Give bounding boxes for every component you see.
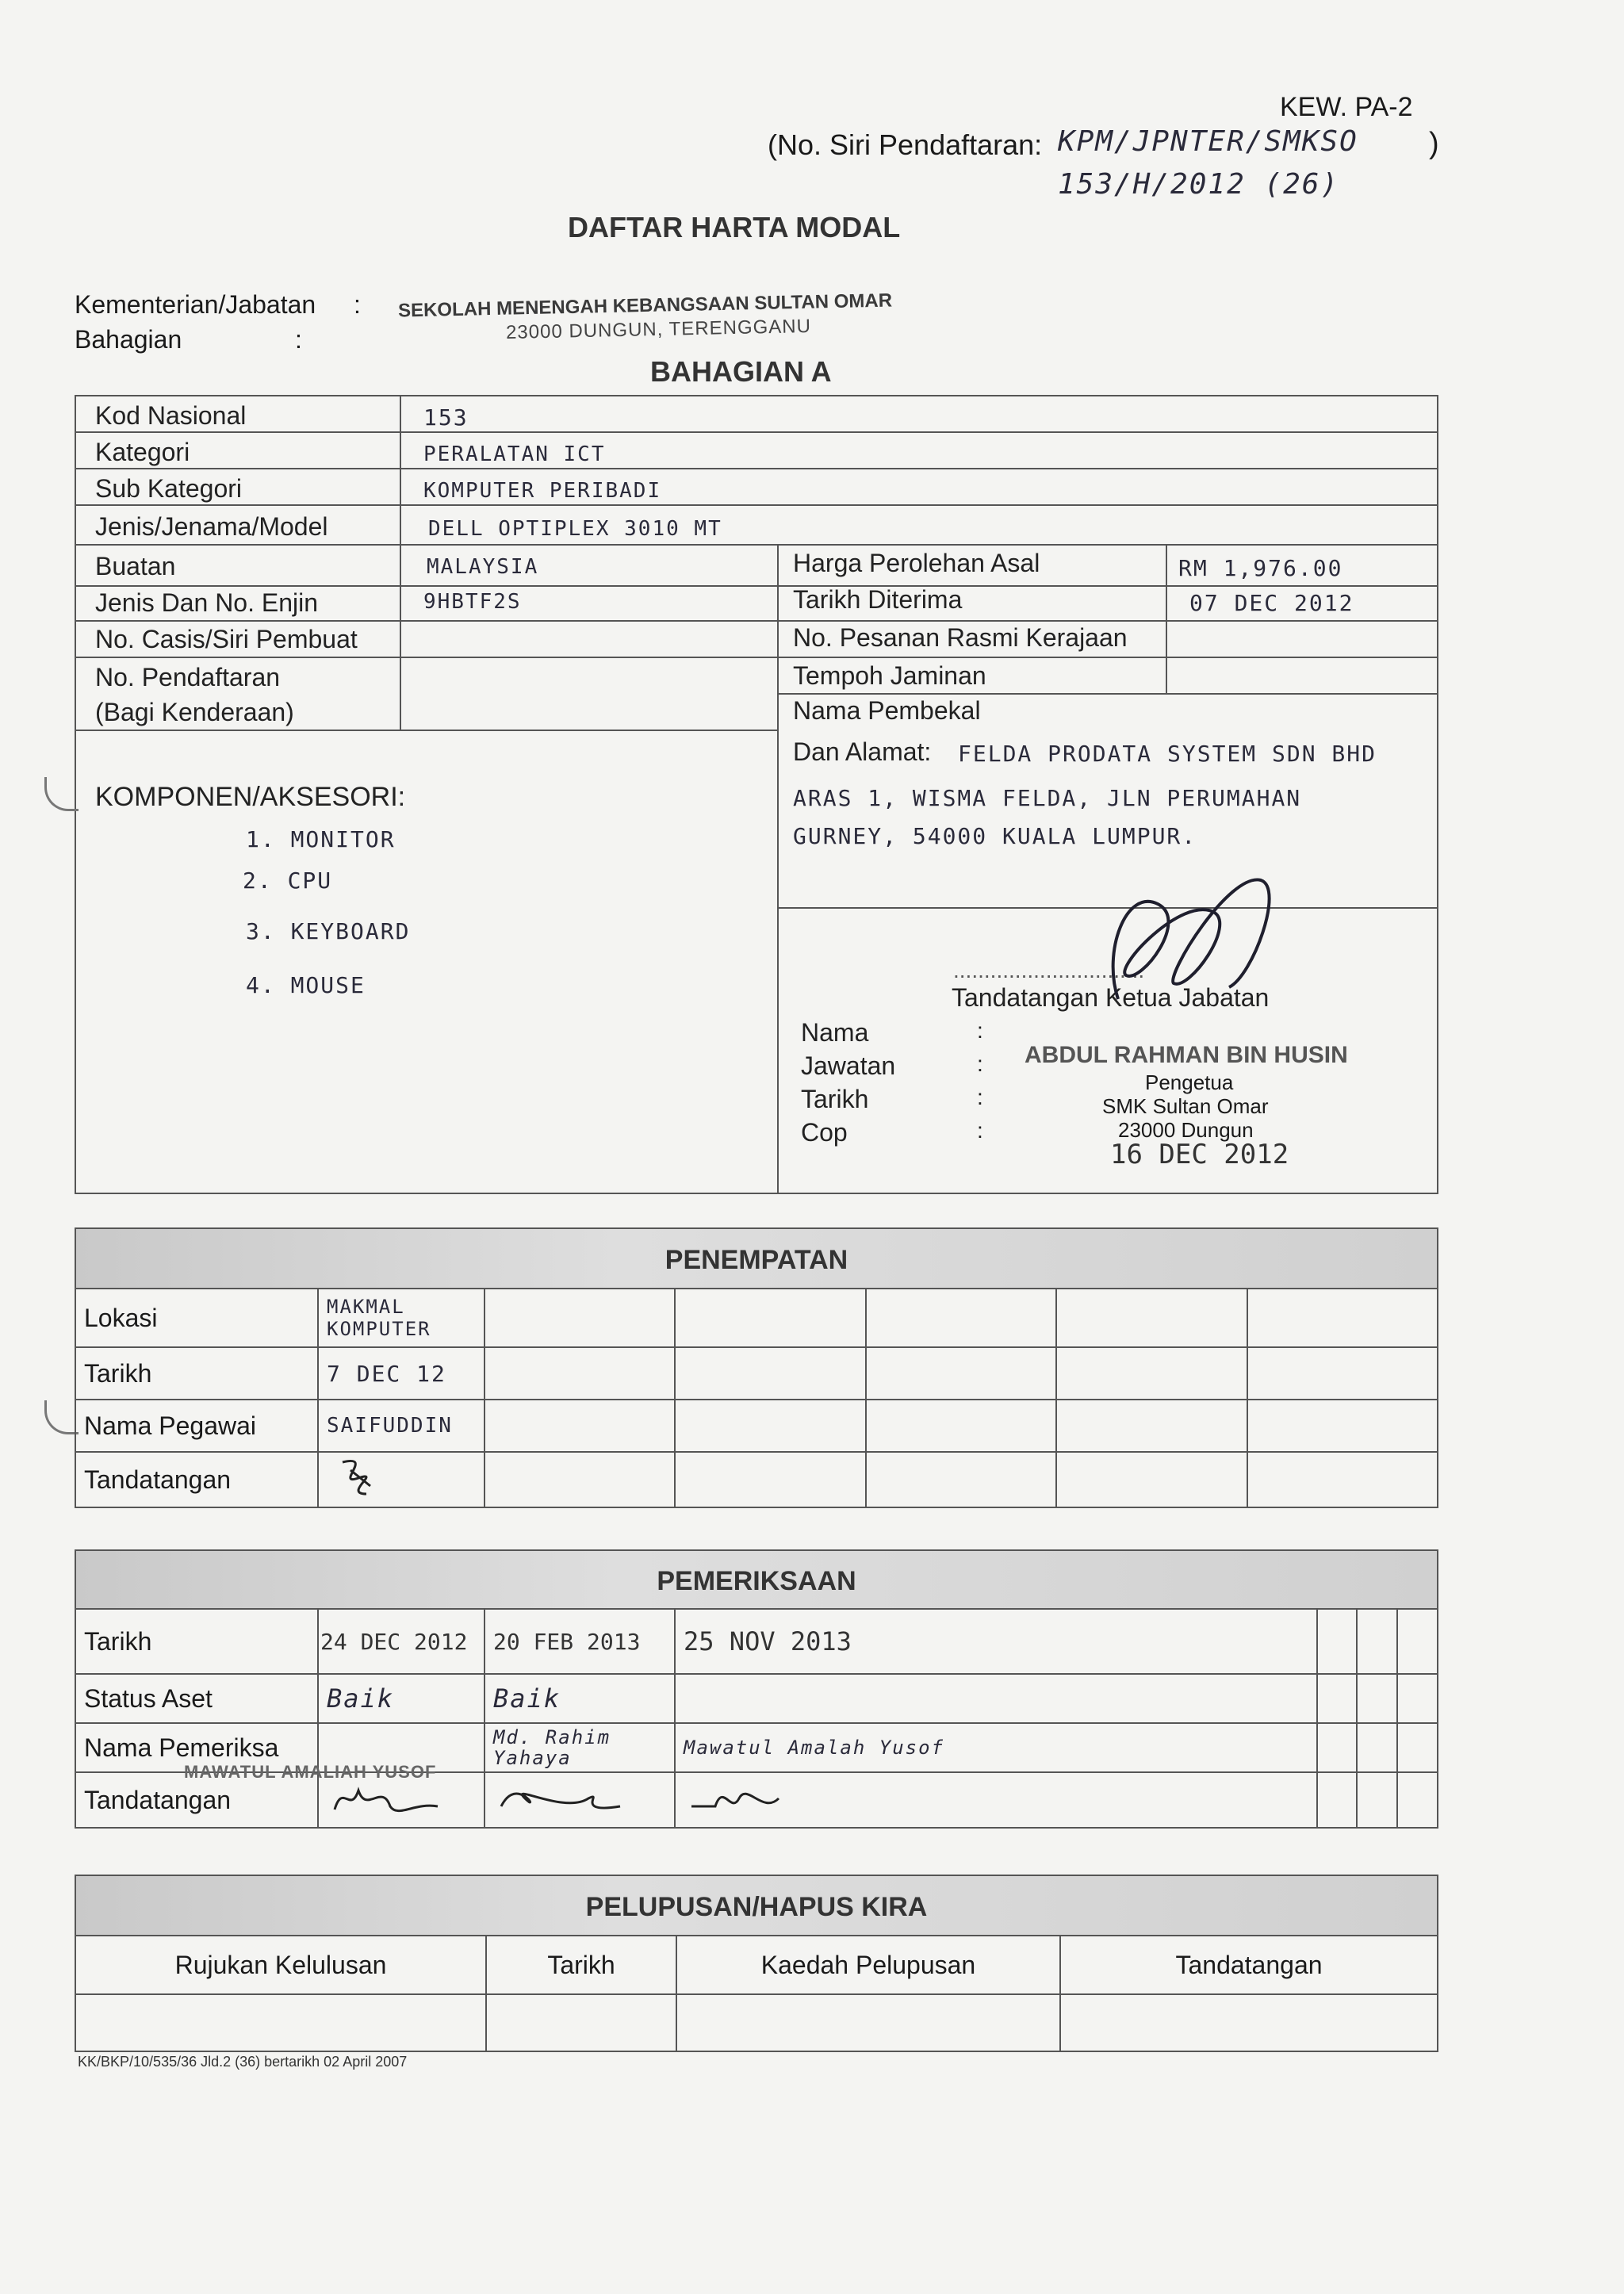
pemeriksaan-date: 20 FEB 2013 (485, 1609, 675, 1674)
checker-name-stamp: MAWATUL AMALIAH YUSOF (184, 1762, 437, 1782)
penempatan-title: PENEMPATAN (665, 1245, 848, 1275)
penempatan-table (75, 1288, 1438, 1508)
supplier-line1: FELDA PRODATA SYSTEM SDN BHD (958, 741, 1377, 767)
penempatan-label: Lokasi (75, 1289, 318, 1347)
label-dan-alamat: Dan Alamat: (793, 737, 932, 766)
pemeriksaan-checker: Mawatul Amalah Yusof (675, 1723, 1317, 1772)
label-komponen: KOMPONEN/AKSESORI: (95, 782, 406, 812)
signature-dots: ............................... (953, 958, 1145, 982)
pemeriksaan-date: 24 DEC 2012 (318, 1609, 485, 1674)
value-tarikh-diterima: 07 DEC 2012 (1189, 590, 1354, 616)
penempatan-header (75, 1227, 1438, 1289)
pemeriksaan-title: PEMERIKSAAN (657, 1566, 856, 1596)
division-label: Bahagian (75, 325, 182, 354)
penempatan-value: MAKMAL KOMPUTER (318, 1289, 485, 1347)
value-kod-nasional: 153 (423, 404, 469, 431)
signature-cell (485, 1772, 675, 1828)
school-address-stamp: 23000 DUNGUN, TERENGGANU (505, 315, 812, 344)
pemeriksaan-status: Baik (485, 1674, 675, 1723)
pemeriksaan-label: Tarikh (75, 1609, 318, 1674)
label-kod-nasional: Kod Nasional (95, 401, 247, 430)
value-sub-kategori: KOMPUTER PERIBADI (423, 479, 662, 503)
row-kod-nasional (75, 395, 1438, 433)
officer-school-stamp: SMK Sultan Omar (1102, 1094, 1269, 1118)
label-jenis-model: Jenis/Jenama/Model (95, 512, 328, 541)
pemeriksaan-table (75, 1608, 1438, 1829)
page-title: DAFTAR HARTA MODAL (568, 211, 901, 243)
punch-hole-mark (44, 1400, 79, 1434)
label-enjin: Jenis Dan No. Enjin (95, 588, 319, 617)
label-column-divider (400, 395, 401, 731)
pelupusan-header (75, 1875, 1438, 1936)
serial-value-line2: 153/H/2012 (26) (1058, 168, 1340, 201)
officer-date-stamp: 16 DEC 2012 (1110, 1139, 1289, 1170)
penempatan-signature-cell (318, 1452, 485, 1507)
row-sub-kategori (75, 468, 1438, 506)
pemeriksaan-date: 25 NOV 2013 (675, 1609, 1317, 1674)
officer-name-stamp: ABDUL RAHMAN BIN HUSIN (1025, 1042, 1348, 1068)
label-tarikh: Tarikh (801, 1085, 869, 1113)
penempatan-label: Nama Pegawai (75, 1400, 318, 1452)
pemeriksaan-label: Nama Pemeriksa (75, 1723, 318, 1772)
colon: : (977, 1118, 983, 1143)
pelupusan-header-cell: Tandatangan (1060, 1936, 1438, 1994)
component-item: 4. MOUSE (246, 972, 366, 998)
value-buatan: MALAYSIA (427, 555, 539, 579)
supplier-line3: GURNEY, 54000 KUALA LUMPUR. (793, 823, 1197, 849)
label-cop: Cop (801, 1118, 848, 1147)
footer-reference: KK/BKP/10/535/36 Jld.2 (36) bertarikh 02 April 2007 (78, 2054, 408, 2070)
pemeriksaan-label: Tandatangan (75, 1772, 318, 1828)
head-signature (1071, 856, 1293, 1015)
pemeriksaan-status: Baik (318, 1674, 485, 1723)
right-column-divider (777, 693, 779, 1194)
value-harga: RM 1,976.00 (1178, 555, 1343, 581)
pelupusan-title: PELUPUSAN/HAPUS KIRA (585, 1892, 928, 1922)
label-pesanan: No. Pesanan Rasmi Kerajaan (793, 623, 1128, 652)
value-enjin: 9HBTF2S (423, 590, 522, 614)
colon: : (977, 1085, 983, 1109)
label-jawatan: Jawatan (801, 1051, 896, 1080)
pemeriksaan-signature (493, 1775, 636, 1819)
form-code: KEW. PA-2 (1280, 92, 1413, 122)
serial-close: ) (1429, 127, 1439, 160)
value-jenis-model: DELL OPTIPLEX 3010 MT (428, 517, 722, 541)
penempatan-label: Tandatangan (75, 1452, 318, 1507)
officer-title-stamp: Pengetua (1145, 1070, 1234, 1094)
penempatan-signature (327, 1454, 390, 1499)
pemeriksaan-signature (684, 1775, 802, 1819)
label-casis: No. Casis/Siri Pembuat (95, 625, 358, 653)
pemeriksaan-label: Status Aset (75, 1674, 318, 1723)
label-nama-pembekal: Nama Pembekal (793, 696, 981, 725)
label-buatan: Buatan (95, 552, 176, 580)
ministry-colon: : (354, 290, 361, 319)
label-bagi-kenderaan: (Bagi Kenderaan) (95, 698, 294, 726)
penempatan-value: SAIFUDDIN (318, 1400, 485, 1452)
pelupusan-table (75, 1935, 1438, 2052)
label-harga: Harga Perolehan Asal (793, 549, 1040, 577)
division-colon: : (295, 325, 302, 354)
penempatan-value: 7 DEC 12 (318, 1347, 485, 1400)
label-nama: Nama (801, 1018, 869, 1047)
row-kategori (75, 431, 1438, 469)
pemeriksaan-checker: Md. Rahim Yahaya (485, 1723, 675, 1772)
punch-hole-mark (44, 777, 79, 811)
label-jaminan: Tempoh Jaminan (793, 661, 986, 690)
pelupusan-header-cell: Rujukan Kelulusan (75, 1936, 486, 1994)
component-item: 1. MONITOR (246, 826, 396, 852)
serial-label: (No. Siri Pendaftaran: (768, 128, 1043, 161)
signature-cell (675, 1772, 1317, 1828)
serial-value-line1: KPM/JPNTER/SMKSO (1058, 125, 1358, 158)
school-name-stamp: SEKOLAH MENENGAH KEBANGSAAN SULTAN OMAR (397, 289, 893, 322)
colon: : (977, 1018, 983, 1043)
label-pendaftaran: No. Pendaftaran (95, 663, 281, 691)
label-tandatangan-ketua: Tandatangan Ketua Jabatan (952, 983, 1270, 1012)
label-sub-kategori: Sub Kategori (95, 474, 243, 503)
section-a-title: BAHAGIAN A (650, 355, 832, 388)
officer-town-stamp: 23000 Dungun (1118, 1118, 1254, 1142)
label-kategori: Kategori (95, 438, 190, 466)
label-tarikh-diterima: Tarikh Diterima (793, 585, 963, 614)
pelupusan-header-cell: Kaedah Pelupusan (676, 1936, 1060, 1994)
ministry-label: Kementerian/Jabatan (75, 290, 316, 319)
supplier-line2: ARAS 1, WISMA FELDA, JLN PERUMAHAN (793, 785, 1302, 811)
component-item: 3. KEYBOARD (246, 918, 411, 944)
right-value-divider (1166, 544, 1167, 695)
component-item: 2. CPU (243, 867, 333, 894)
value-kategori: PERALATAN ICT (423, 442, 606, 466)
pelupusan-header-cell: Tarikh (486, 1936, 676, 1994)
colon: : (977, 1051, 983, 1076)
penempatan-label: Tarikh (75, 1347, 318, 1400)
pemeriksaan-header (75, 1549, 1438, 1610)
